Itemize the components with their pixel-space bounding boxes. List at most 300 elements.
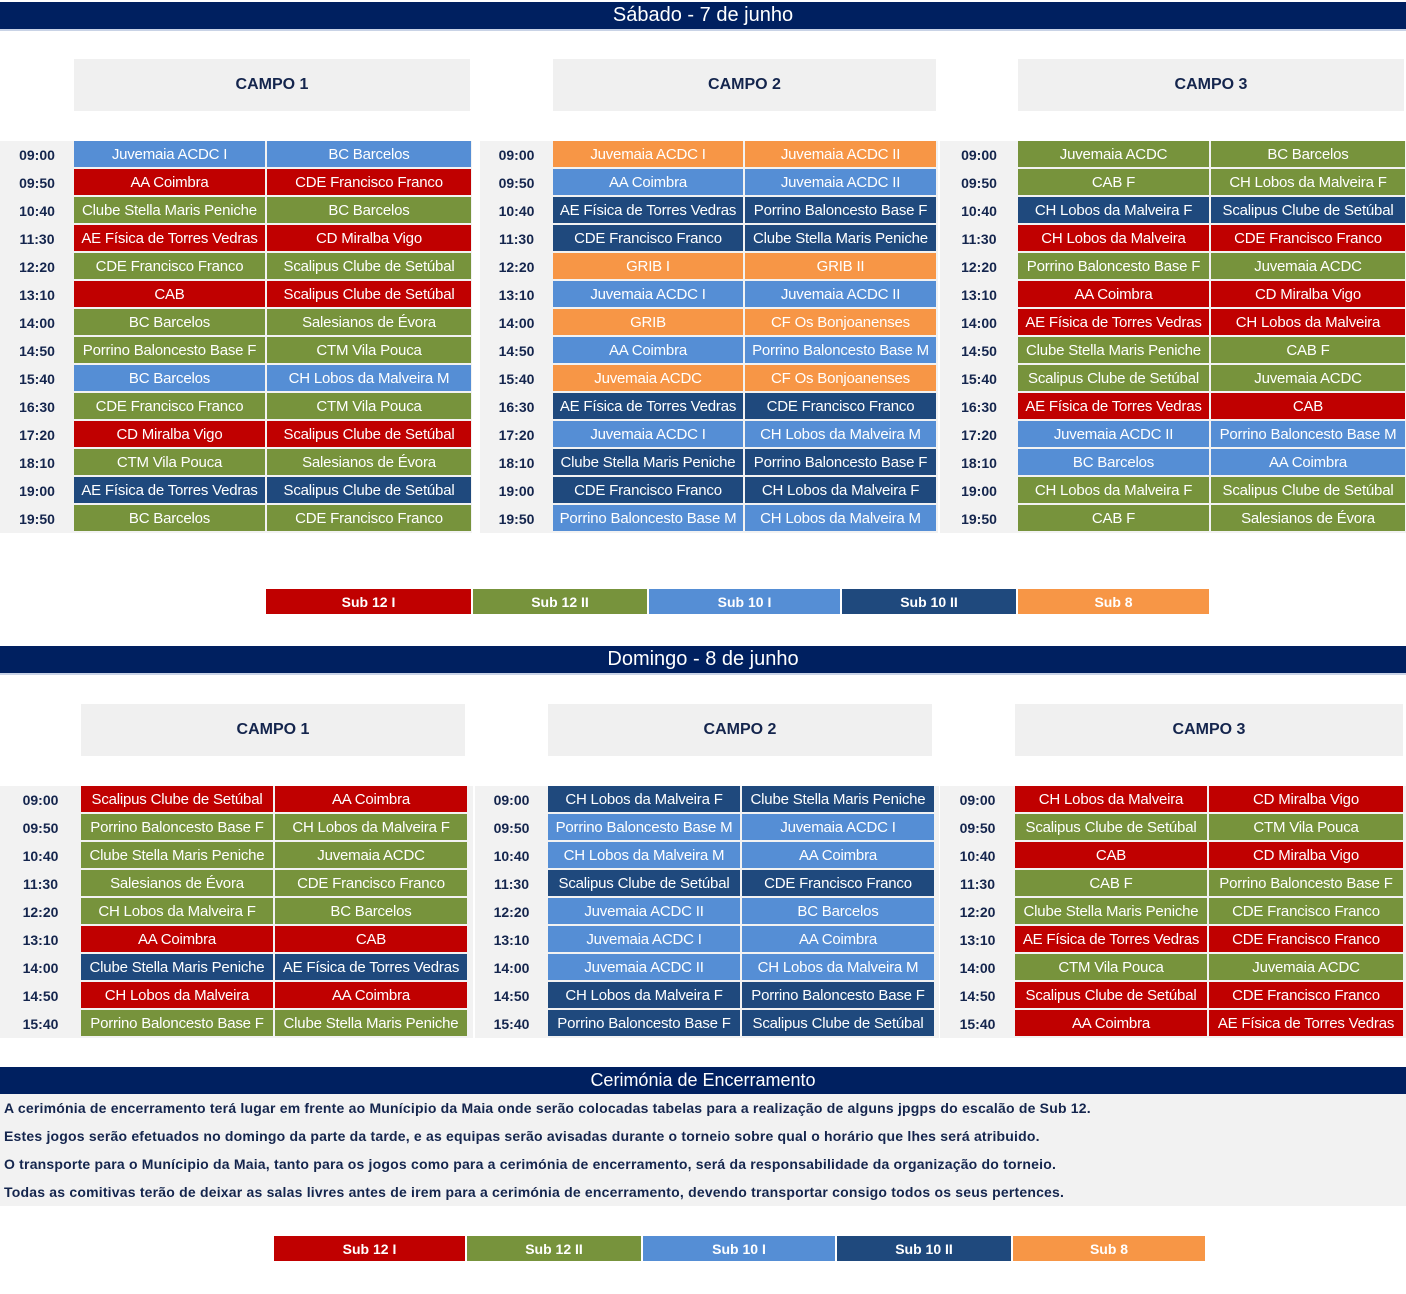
game-row: [0, 954, 469, 982]
home-team: CTM Vila Pouca: [74, 449, 265, 475]
away-team: Porrino Baloncesto Base M: [745, 337, 936, 363]
game-row: [0, 842, 469, 870]
game-time: 09:50: [498, 175, 535, 191]
game-time: 19:50: [961, 511, 997, 527]
home-team: BC Barcelos: [74, 365, 265, 391]
game-time: 15:40: [493, 1016, 530, 1032]
game-time: 09:50: [493, 820, 530, 836]
legend-sub10ii: [837, 1236, 1011, 1261]
sat-campo-2-header: [553, 59, 936, 111]
legend-label: Sub 8: [1089, 1240, 1129, 1257]
game-row: [475, 870, 936, 898]
sat-schedule-campo-1: [0, 141, 472, 533]
away-team: CH Lobos da Malveira F: [745, 477, 936, 503]
home-team: Juvemaia ACDC: [1018, 141, 1209, 167]
home-team: Juvemaia ACDC I: [553, 421, 743, 447]
legend-sub8: [1018, 589, 1209, 614]
sun-campo-2-header: [548, 704, 932, 756]
game-row: [480, 141, 938, 169]
away-team: Juvemaia ACDC: [275, 842, 467, 868]
away-team: Scalipus Clube de Setúbal: [267, 253, 471, 279]
home-team: CAB: [1015, 842, 1207, 868]
game-row: [0, 169, 473, 197]
home-team: Clube Stella Maris Peniche: [553, 449, 743, 475]
sun-schedule-campo-3: [940, 786, 1406, 1038]
away-team: CDE Francisco Franco: [267, 505, 471, 531]
game-row: [475, 842, 936, 870]
away-team: Scalipus Clube de Setúbal: [1211, 197, 1405, 223]
game-time: 14:50: [19, 343, 55, 359]
game-time: 10:40: [959, 848, 996, 864]
game-time: 09:50: [22, 820, 59, 836]
away-team: Juvemaia ACDC II: [745, 169, 936, 195]
game-row: [0, 197, 473, 225]
game-time: 15:40: [959, 1016, 996, 1032]
game-row: [475, 982, 936, 1010]
away-team: CH Lobos da Malveira F: [1211, 169, 1405, 195]
sun-campo-3-header: [1015, 704, 1403, 756]
game-row: [940, 982, 1405, 1010]
away-team: AA Coimbra: [275, 982, 467, 1008]
game-row: [940, 197, 1406, 225]
game-row: [480, 225, 938, 253]
game-time: 12:20: [493, 904, 530, 920]
game-time: 19:50: [19, 511, 55, 527]
away-team: CH Lobos da Malveira M: [742, 954, 934, 980]
game-row: [940, 814, 1405, 842]
away-team: CD Miralba Vigo: [1209, 842, 1403, 868]
away-team: CTM Vila Pouca: [267, 337, 471, 363]
game-time: 09:00: [493, 792, 530, 808]
legend-label: Sub 12 I: [341, 593, 396, 610]
away-team: CH Lobos da Malveira M: [267, 365, 471, 391]
home-team: GRIB: [553, 309, 743, 335]
away-team: Juvemaia ACDC: [1209, 954, 1403, 980]
away-team: CDE Francisco Franco: [1209, 898, 1403, 924]
game-row: [475, 786, 936, 814]
game-row: [940, 337, 1406, 365]
home-team: AE Física de Torres Vedras: [1015, 926, 1207, 952]
sat-campo-2-label: CAMPO 2: [708, 76, 781, 93]
sat-schedule-campo-3: [940, 141, 1406, 533]
away-team: CAB: [275, 926, 467, 952]
away-team: Salesianos de Évora: [267, 309, 471, 335]
game-row: [0, 225, 473, 253]
game-row: [0, 253, 473, 281]
game-time: 10:40: [961, 203, 997, 219]
home-team: CDE Francisco Franco: [553, 477, 743, 503]
game-time: 11:30: [22, 876, 59, 892]
away-team: BC Barcelos: [742, 898, 934, 924]
away-team: AA Coimbra: [742, 842, 934, 868]
legend-label: Sub 10 I: [717, 593, 772, 610]
game-time: 17:20: [498, 427, 535, 443]
game-time: 16:30: [498, 399, 535, 415]
home-team: AE Física de Torres Vedras: [1018, 393, 1209, 419]
away-team: CDE Francisco Franco: [745, 393, 936, 419]
home-team: Porrino Baloncesto Base F: [548, 1010, 740, 1036]
home-team: Juvemaia ACDC I: [553, 281, 743, 307]
sat-campo-1-label: CAMPO 1: [235, 76, 309, 93]
game-time: 09:50: [19, 175, 55, 191]
game-time: 11:30: [961, 231, 997, 247]
sun-schedule-campo-1: [0, 786, 473, 1038]
game-time: 13:10: [498, 287, 535, 303]
away-team: Salesianos de Évora: [1211, 505, 1405, 531]
away-team: CDE Francisco Franco: [267, 169, 471, 195]
ceremony-note: O transporte para o Munícipio da Maia, tanto para os jogos como para a cerimónia de encerramento, será da responsabilidade da organização do torneio.: [4, 1156, 1057, 1172]
game-time: 09:00: [22, 792, 59, 808]
game-row: [480, 421, 938, 449]
away-team: Juvemaia ACDC II: [745, 141, 936, 167]
home-team: AE Física de Torres Vedras: [74, 225, 265, 251]
game-time: 19:00: [19, 483, 55, 499]
sun-schedule-campo-2: [475, 786, 939, 1038]
game-time: 14:50: [961, 343, 997, 359]
sat-campo-1-header: [74, 59, 470, 111]
game-time: 16:30: [961, 399, 997, 415]
home-team: CDE Francisco Franco: [74, 393, 265, 419]
away-team: CD Miralba Vigo: [267, 225, 471, 251]
away-team: CDE Francisco Franco: [1211, 225, 1405, 251]
home-team: CAB F: [1015, 870, 1207, 896]
game-row: [475, 898, 936, 926]
game-time: 17:20: [961, 427, 997, 443]
away-team: GRIB II: [745, 253, 936, 279]
game-row: [940, 141, 1406, 169]
sun-campo-3-label: CAMPO 3: [1172, 721, 1246, 738]
game-time: 11:30: [493, 876, 530, 892]
game-row: [0, 898, 469, 926]
ceremony-note: A cerimónia de encerramento terá lugar em frente ao Munícipio da Maia onde serão colocadas tabelas para a realização de alguns jpgps do escalão de Sub 12.: [4, 1100, 1091, 1116]
legend-sub10ii: [842, 589, 1016, 614]
game-time: 10:40: [22, 848, 59, 864]
away-team: Scalipus Clube de Setúbal: [267, 477, 471, 503]
ceremony-notes: [0, 1094, 1406, 1206]
home-team: Clube Stella Maris Peniche: [81, 954, 273, 980]
home-team: Porrino Baloncesto Base M: [553, 505, 743, 531]
sunday-banner: [0, 646, 1406, 675]
home-team: CDE Francisco Franco: [74, 253, 265, 279]
sun-campo-1-label: CAMPO 1: [236, 721, 310, 738]
away-team: AE Física de Torres Vedras: [275, 954, 467, 980]
away-team: Salesianos de Évora: [267, 449, 471, 475]
game-time: 15:40: [498, 371, 535, 387]
home-team: Scalipus Clube de Setúbal: [1018, 365, 1209, 391]
game-row: [0, 814, 469, 842]
sat-campo-3-header: [1018, 59, 1404, 111]
home-team: CH Lobos da Malveira F: [548, 982, 740, 1008]
game-row: [0, 421, 473, 449]
game-time: 11:30: [498, 231, 535, 247]
game-row: [940, 1010, 1405, 1038]
home-team: Juvemaia ACDC I: [553, 141, 743, 167]
legend-sub12ii: [473, 589, 647, 614]
game-time: 09:00: [19, 147, 55, 163]
home-team: BC Barcelos: [1018, 449, 1209, 475]
legend-label: Sub 12 II: [525, 1240, 583, 1257]
game-time: 14:00: [959, 960, 996, 976]
game-row: [0, 477, 473, 505]
home-team: Juvemaia ACDC I: [74, 141, 265, 167]
legend-label: Sub 12 II: [531, 593, 589, 610]
game-row: [0, 870, 469, 898]
ceremony-banner: [0, 1067, 1406, 1094]
home-team: Porrino Baloncesto Base F: [1018, 253, 1209, 279]
game-row: [475, 814, 936, 842]
game-row: [940, 786, 1405, 814]
home-team: CTM Vila Pouca: [1015, 954, 1207, 980]
game-time: 15:40: [22, 1016, 59, 1032]
game-time: 19:00: [498, 483, 535, 499]
game-time: 13:10: [961, 287, 997, 303]
away-team: CH Lobos da Malveira M: [745, 421, 936, 447]
home-team: BC Barcelos: [74, 505, 265, 531]
away-team: CDE Francisco Franco: [742, 870, 934, 896]
home-team: Porrino Baloncesto Base F: [81, 1010, 273, 1036]
game-row: [940, 505, 1406, 533]
away-team: Porrino Baloncesto Base M: [1211, 421, 1405, 447]
game-time: 09:00: [498, 147, 535, 163]
game-row: [480, 197, 938, 225]
away-team: Porrino Baloncesto Base F: [742, 982, 934, 1008]
away-team: Scalipus Clube de Setúbal: [267, 421, 471, 447]
game-row: [940, 225, 1406, 253]
home-team: Salesianos de Évora: [81, 870, 273, 896]
home-team: AA Coimbra: [74, 169, 265, 195]
home-team: CH Lobos da Malveira: [1015, 786, 1207, 812]
game-row: [0, 786, 469, 814]
game-row: [940, 169, 1406, 197]
sat-schedule-campo-2: [480, 141, 938, 533]
away-team: Scalipus Clube de Setúbal: [742, 1010, 934, 1036]
home-team: Juvemaia ACDC I: [548, 926, 740, 952]
game-time: 12:20: [22, 904, 59, 920]
game-time: 18:10: [19, 455, 55, 471]
game-row: [940, 842, 1405, 870]
home-team: Clube Stella Maris Peniche: [1018, 337, 1209, 363]
game-time: 09:00: [959, 792, 996, 808]
home-team: Juvemaia ACDC II: [1018, 421, 1209, 447]
home-team: AE Física de Torres Vedras: [74, 477, 265, 503]
home-team: AA Coimbra: [553, 337, 743, 363]
legend-sub8: [1013, 1236, 1205, 1261]
home-team: CH Lobos da Malveira: [1018, 225, 1209, 251]
home-team: Scalipus Clube de Setúbal: [1015, 814, 1207, 840]
home-team: CAB F: [1018, 505, 1209, 531]
game-row: [0, 365, 473, 393]
home-team: Clube Stella Maris Peniche: [74, 197, 265, 223]
game-row: [0, 393, 473, 421]
game-time: 13:10: [19, 287, 55, 303]
sat-campo-3-label: CAMPO 3: [1174, 76, 1248, 93]
game-time: 14:00: [493, 960, 530, 976]
game-row: [940, 393, 1406, 421]
legend-sub12i: [266, 589, 471, 614]
game-time: 11:30: [959, 876, 996, 892]
game-row: [480, 449, 938, 477]
home-team: AA Coimbra: [1018, 281, 1209, 307]
legend-sub10i: [649, 589, 840, 614]
away-team: BC Barcelos: [267, 141, 471, 167]
game-time: 13:10: [959, 932, 996, 948]
away-team: AA Coimbra: [1211, 449, 1405, 475]
away-team: Juvemaia ACDC I: [742, 814, 934, 840]
game-time: 14:00: [19, 315, 55, 331]
game-time: 19:50: [498, 511, 535, 527]
game-time: 17:20: [19, 427, 55, 443]
game-time: 14:00: [22, 960, 59, 976]
game-row: [480, 309, 938, 337]
home-team: CAB F: [1018, 169, 1209, 195]
home-team: CH Lobos da Malveira F: [81, 898, 273, 924]
game-row: [0, 281, 473, 309]
away-team: CD Miralba Vigo: [1209, 786, 1403, 812]
game-time: 12:20: [19, 259, 55, 275]
game-row: [940, 421, 1406, 449]
game-time: 16:30: [19, 399, 55, 415]
legend-sub12ii: [467, 1236, 641, 1261]
game-time: 10:40: [19, 203, 55, 219]
away-team: AE Física de Torres Vedras: [1209, 1010, 1403, 1036]
home-team: AA Coimbra: [81, 926, 273, 952]
legend-sub10i: [643, 1236, 835, 1261]
game-row: [940, 898, 1405, 926]
game-time: 15:40: [961, 371, 997, 387]
game-row: [480, 477, 938, 505]
ceremony-note: Todas as comitivas terão de deixar as salas livres antes de irem para a cerimónia de encerramento, devendo transportar consigo todos os seus pertences.: [4, 1184, 1065, 1200]
game-row: [480, 365, 938, 393]
away-team: CAB F: [1211, 337, 1405, 363]
legend-label: Sub 12 I: [342, 1240, 397, 1257]
home-team: CDE Francisco Franco: [553, 225, 743, 251]
game-row: [0, 141, 473, 169]
game-time: 14:50: [959, 988, 996, 1004]
away-team: CH Lobos da Malveira: [1211, 309, 1405, 335]
legend-label: Sub 10 II: [895, 1240, 953, 1257]
home-team: CH Lobos da Malveira F: [1018, 477, 1209, 503]
home-team: AE Física de Torres Vedras: [553, 393, 743, 419]
away-team: BC Barcelos: [275, 898, 467, 924]
game-time: 18:10: [498, 455, 535, 471]
game-row: [475, 954, 936, 982]
away-team: CAB: [1211, 393, 1405, 419]
away-team: CF Os Bonjoanenses: [745, 309, 936, 335]
game-time: 09:50: [959, 820, 996, 836]
game-time: 13:10: [22, 932, 59, 948]
game-row: [940, 281, 1406, 309]
game-time: 10:40: [498, 203, 535, 219]
sun-legend: [274, 1236, 1207, 1261]
game-row: [940, 870, 1405, 898]
game-row: [0, 309, 473, 337]
away-team: CF Os Bonjoanenses: [745, 365, 936, 391]
away-team: Clube Stella Maris Peniche: [745, 225, 936, 251]
game-time: 14:00: [498, 315, 535, 331]
away-team: Porrino Baloncesto Base F: [745, 197, 936, 223]
game-time: 14:50: [493, 988, 530, 1004]
away-team: CD Miralba Vigo: [1211, 281, 1405, 307]
game-time: 12:20: [961, 259, 997, 275]
game-row: [0, 337, 473, 365]
game-time: 14:50: [22, 988, 59, 1004]
away-team: BC Barcelos: [267, 197, 471, 223]
away-team: CH Lobos da Malveira F: [275, 814, 467, 840]
home-team: Clube Stella Maris Peniche: [1015, 898, 1207, 924]
legend-label: Sub 10 I: [712, 1240, 766, 1257]
home-team: AA Coimbra: [553, 169, 743, 195]
game-row: [480, 281, 938, 309]
home-team: CD Miralba Vigo: [74, 421, 265, 447]
away-team: CTM Vila Pouca: [267, 393, 471, 419]
game-row: [0, 505, 473, 533]
home-team: Juvemaia ACDC II: [548, 898, 740, 924]
game-row: [480, 253, 938, 281]
ceremony-note: Estes jogos serão efetuados no domingo da parte da tarde, e as equipas serão avisadas durante o torneio sobre qual o horário que lhes será atribuido.: [4, 1128, 1040, 1144]
away-team: Scalipus Clube de Setúbal: [1211, 477, 1405, 503]
home-team: AE Física de Torres Vedras: [553, 197, 743, 223]
home-team: GRIB I: [553, 253, 743, 279]
game-row: [0, 926, 469, 954]
away-team: Juvemaia ACDC: [1211, 253, 1405, 279]
away-team: Juvemaia ACDC: [1211, 365, 1405, 391]
away-team: CDE Francisco Franco: [1209, 982, 1403, 1008]
game-time: 09:50: [961, 175, 997, 191]
game-row: [940, 954, 1405, 982]
home-team: Scalipus Clube de Setúbal: [1015, 982, 1207, 1008]
home-team: Porrino Baloncesto Base F: [81, 814, 273, 840]
home-team: CH Lobos da Malveira F: [1018, 197, 1209, 223]
game-row: [480, 393, 938, 421]
sunday-title: Domingo - 8 de junho: [607, 648, 799, 670]
away-team: AA Coimbra: [742, 926, 934, 952]
away-team: Clube Stella Maris Peniche: [275, 1010, 467, 1036]
away-team: Juvemaia ACDC II: [745, 281, 936, 307]
game-row: [940, 477, 1406, 505]
sun-campo-1-header: [81, 704, 465, 756]
game-time: 12:20: [498, 259, 535, 275]
away-team: CH Lobos da Malveira M: [745, 505, 936, 531]
game-time: 14:50: [498, 343, 535, 359]
game-time: 15:40: [19, 371, 55, 387]
game-time: 14:00: [961, 315, 997, 331]
home-team: Clube Stella Maris Peniche: [81, 842, 273, 868]
away-team: Porrino Baloncesto Base F: [745, 449, 936, 475]
ceremony-title: Cerimónia de Encerramento: [590, 1070, 816, 1090]
saturday-title: Sábado - 7 de junho: [612, 4, 794, 26]
game-row: [480, 337, 938, 365]
home-team: CH Lobos da Malveira F: [548, 786, 740, 812]
away-team: CTM Vila Pouca: [1209, 814, 1403, 840]
game-row: [940, 253, 1406, 281]
game-row: [940, 365, 1406, 393]
home-team: CH Lobos da Malveira M: [548, 842, 740, 868]
home-team: Scalipus Clube de Setúbal: [81, 786, 273, 812]
home-team: Scalipus Clube de Setúbal: [548, 870, 740, 896]
game-row: [0, 449, 473, 477]
legend-label: Sub 10 II: [900, 593, 958, 610]
game-row: [940, 449, 1406, 477]
game-row: [940, 926, 1405, 954]
legend-label: Sub 8: [1094, 593, 1133, 610]
game-time: 13:10: [493, 932, 530, 948]
away-team: AA Coimbra: [275, 786, 467, 812]
game-row: [480, 169, 938, 197]
game-time: 18:10: [961, 455, 997, 471]
game-row: [0, 982, 469, 1010]
sat-legend: [266, 589, 1211, 614]
game-time: 11:30: [19, 231, 55, 247]
